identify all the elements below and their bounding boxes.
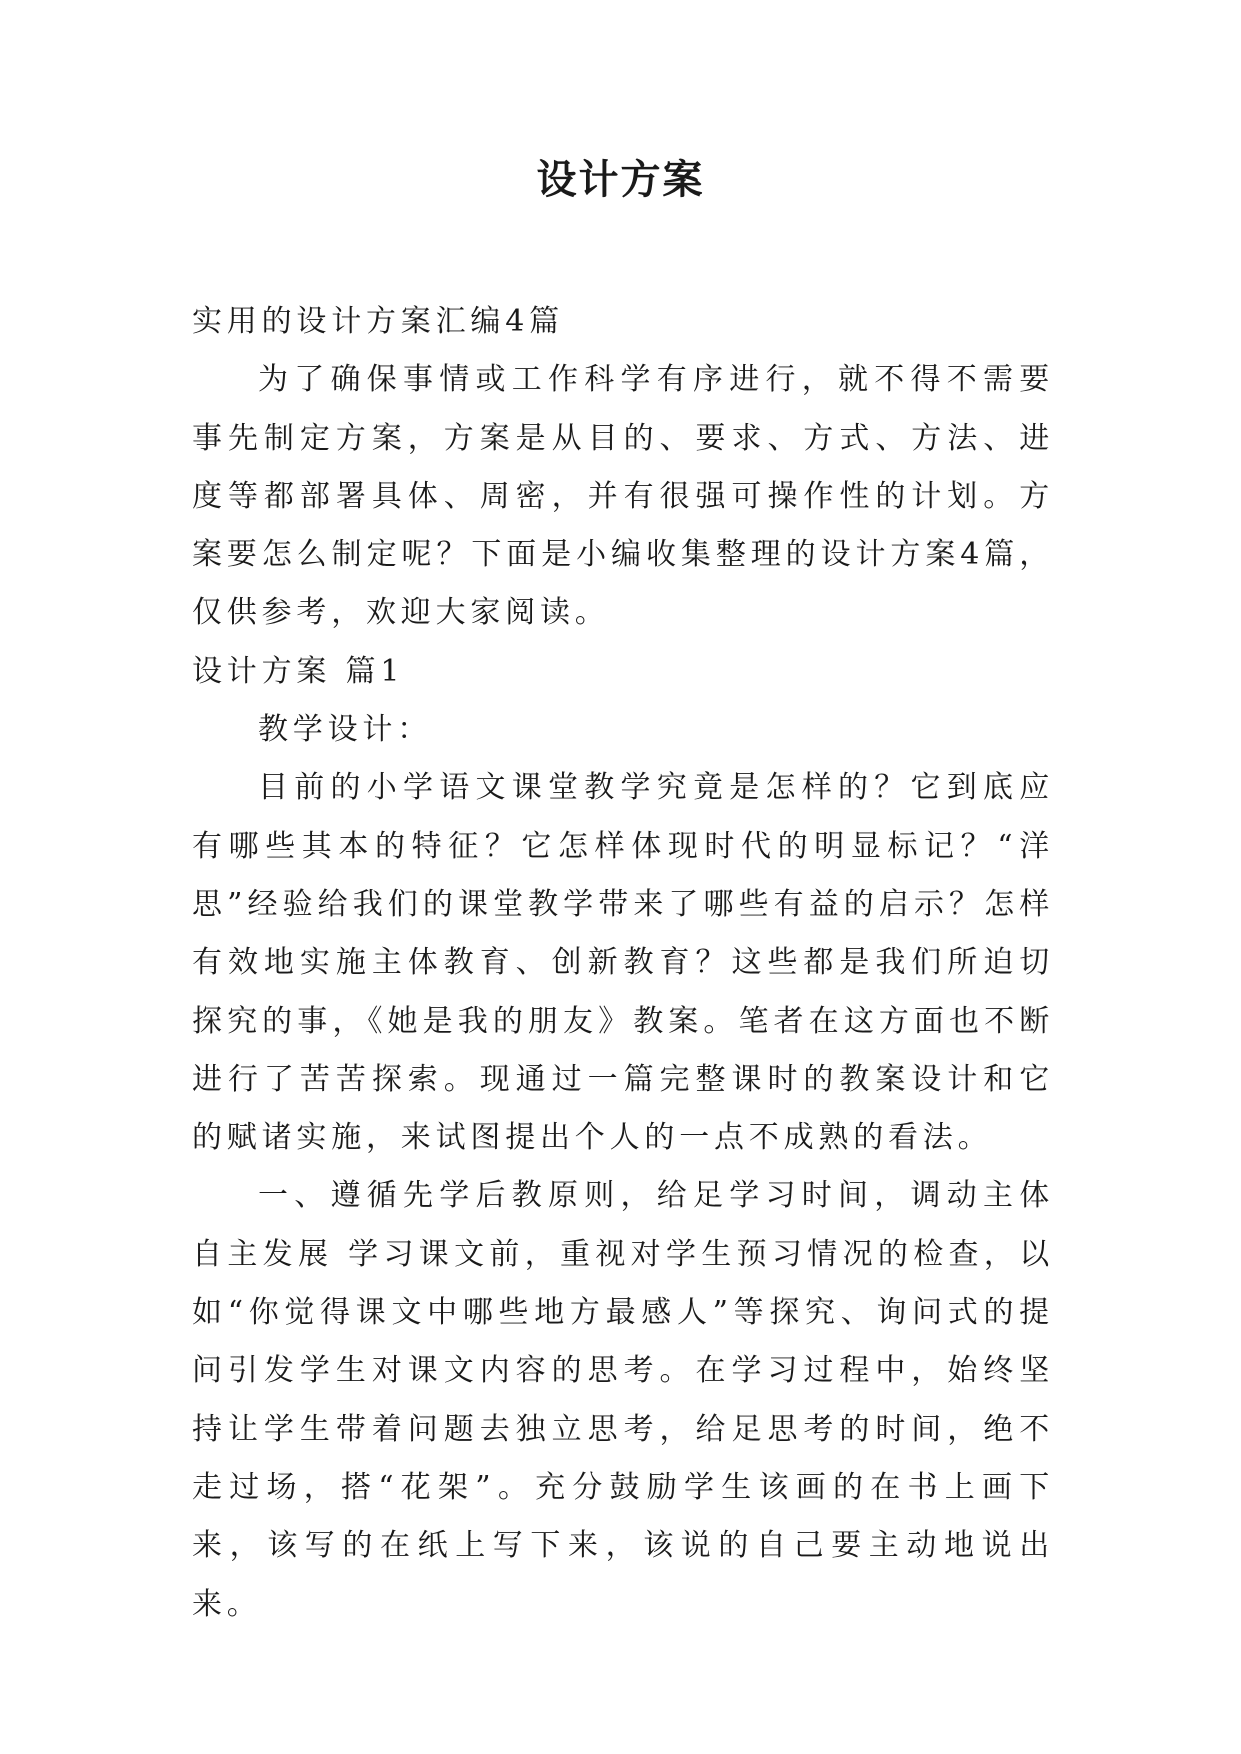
document-body [192, 293, 1054, 1634]
document-title: 设计方案 [536, 157, 705, 203]
section-heading: 设计方案 篇1 [192, 653, 405, 689]
intro-paragraph: 为了确保事情或工作科学有序进行，就不得不需要事先制定方案，方案是从目的、要求、方式、方法、进度等都部署具体、周密，并有很强可操作性的计划。方案要怎么制定呢？下面是小编收集整理的设计方案4篇，仅供参考，欢迎大家阅读。 [192, 362, 1054, 631]
teaching-design-label: 教学设计： [258, 712, 432, 748]
body-paragraph: 目前的小学语文课堂教学究竟是怎样的？它到底应有哪些其本的特征？它怎样体现时代的明显标记？“洋思”经验给我们的课堂教学带来了哪些有益的启示？怎样有效地实施主体教育、创新教育？这些都是我们所迫切探究的事，《她是我的朋友》教案。笔者在这方面也不断进行了苦苦探索。现通过一篇完整课时的教案设计和它的赋诸实施，来试图提出个人的一点不成熟的看法。 [192, 770, 1054, 1156]
document-subtitle: 实用的设计方案汇编4篇 [192, 304, 564, 339]
body-paragraph: 一、遵循先学后教原则，给足学习时间，调动主体自主发展 学习课文前，重视对学生预习情况的检查，以如“你觉得课文中哪些地方最感人”等探究、询问式的提问引发学生对课文内容的思考。在学习过程中，始终坚持让学生带着问题去独立思考，给足思考的时间，绝不走过场，搭“花架”。充分鼓励学生该画的在书上画下来，该写的在纸上写下来，该说的自己要主动地说出来。 [192, 1178, 1054, 1622]
